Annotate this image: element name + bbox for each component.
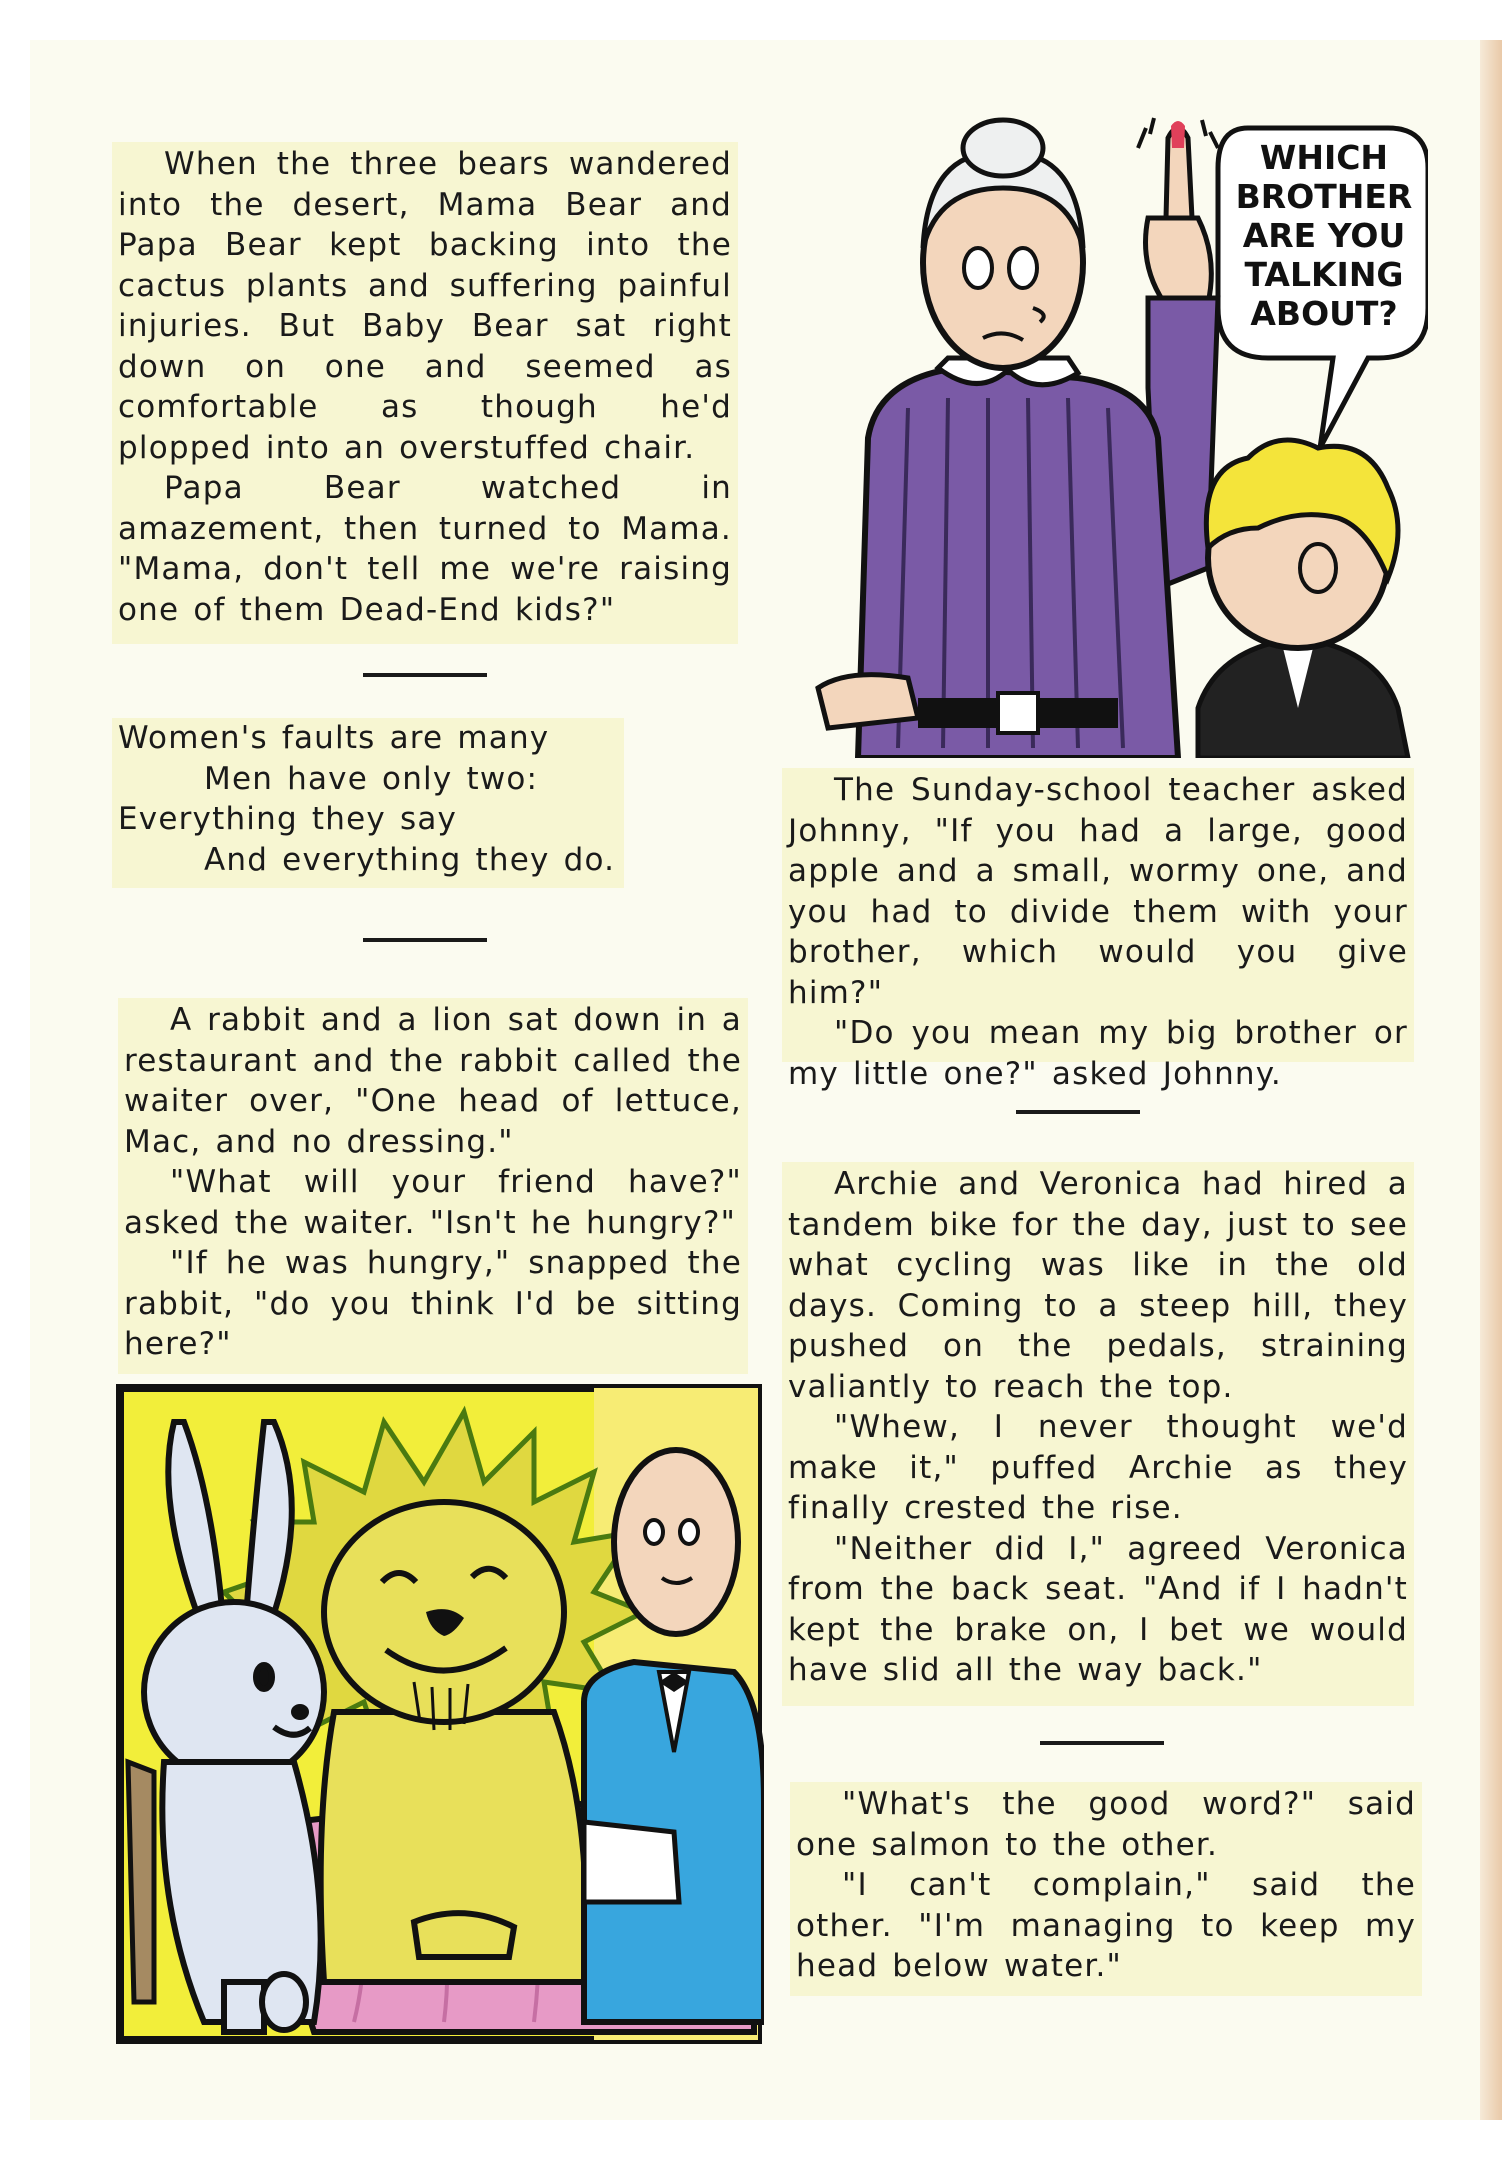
balloon-line-2: BROTHER bbox=[1235, 177, 1413, 216]
bears-story bbox=[112, 142, 738, 644]
balloon-line-4: TALKING bbox=[1244, 255, 1404, 294]
tandem-paragraph-3: "Neither did I," agreed Veronica from the back seat. "And if I hadn't kept the brake on, I bet we would have slid all the way back." bbox=[788, 1530, 1408, 1688]
rabbit-lion-panel bbox=[114, 1382, 764, 2046]
sunday-school-story bbox=[782, 768, 1414, 1092]
page-edge bbox=[1480, 40, 1502, 2120]
rabbit-paragraph-2: "What will your friend have?" asked the waiter. "Isn't he hungry?" bbox=[124, 1164, 742, 1241]
balloon-line-3: ARE YOU bbox=[1242, 216, 1406, 255]
bears-paragraph-1: When the three bears wandered into the desert, Mama Bear and Papa Bear kept backing into the cactus plants and suffering painful injuries. But Baby Bear sat right down on one and seemed as comfortable as though he'd plopped into an overstuffed chair. bbox=[118, 146, 732, 466]
rabbit-paragraph-1: A rabbit and a lion sat down in a restaurant and the rabbit called the waiter over, "One head of lettuce, Mac, and no dressing." bbox=[124, 1002, 742, 1160]
poem-line-4: And everything they do. bbox=[204, 841, 616, 878]
rabbit-paragraph-3: "If he was hungry," snapped the rabbit, "do you think I'd be sitting here?" bbox=[124, 1245, 742, 1362]
salmon-paragraph-1: "What's the good word?" said one salmon to the other. bbox=[796, 1786, 1416, 1863]
salmon-story bbox=[790, 1782, 1422, 1996]
sunday-school-paragraph-1: The Sunday-school teacher asked Johnny, "If you had a large, good apple and a small, wormy one, and you had to divide them with your brother, which would you give him?" bbox=[788, 772, 1408, 1011]
tandem-story bbox=[782, 1162, 1414, 1706]
speech-balloon bbox=[1226, 138, 1422, 333]
separator-rule bbox=[1016, 1110, 1140, 1114]
rabbit-lion-illustration bbox=[114, 1382, 764, 2046]
separator-rule bbox=[363, 938, 487, 942]
poem-line-2: Men have only two: bbox=[204, 760, 539, 797]
rabbit-story bbox=[118, 998, 748, 1374]
bears-paragraph-2: Papa Bear watched in amazement, then turned to Mama. "Mama, don't tell me we're raising one of them Dead-End kids?" bbox=[118, 470, 732, 628]
poem-line-1: Women's faults are many bbox=[118, 720, 550, 756]
balloon-line-5: ABOUT? bbox=[1250, 294, 1398, 333]
poem-line-3: Everything they say bbox=[118, 801, 458, 837]
sunday-school-panel bbox=[778, 108, 1428, 758]
salmon-paragraph-2: "I can't complain," said the other. "I'm managing to keep my head below water." bbox=[796, 1867, 1416, 1984]
separator-rule bbox=[363, 673, 487, 677]
sunday-school-paragraph-2: "Do you mean my big brother or my little one?" asked Johnny. bbox=[788, 1015, 1408, 1092]
separator-rule bbox=[1040, 1741, 1164, 1745]
balloon-line-1: WHICH bbox=[1259, 138, 1389, 177]
tandem-paragraph-1: Archie and Veronica had hired a tandem bike for the day, just to see what cycling was like in the old days. Coming to a steep hill, they pushed on the pedals, straining valiantly to reach the top. bbox=[788, 1166, 1408, 1405]
tandem-paragraph-2: "Whew, I never thought we'd make it," puffed Archie as they finally crested the rise. bbox=[788, 1409, 1408, 1526]
poem bbox=[112, 718, 624, 888]
